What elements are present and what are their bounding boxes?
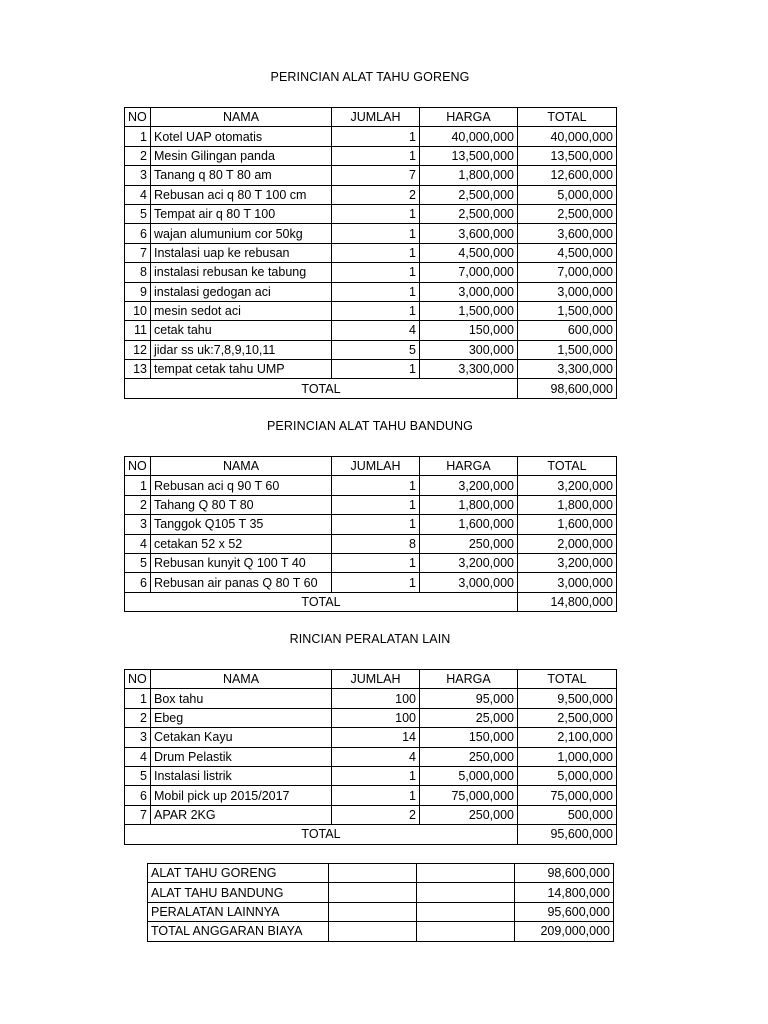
row-total: 75,000,000: [518, 786, 617, 805]
row-harga: 3,200,000: [420, 476, 518, 495]
row-total: 3,200,000: [518, 476, 617, 495]
summary-row: [148, 922, 614, 941]
row-nama: instalasi rebusan ke tabung: [151, 263, 332, 282]
goreng-table-body: [125, 108, 617, 399]
row-no: 7: [125, 243, 151, 262]
row-jumlah: 5: [332, 340, 420, 359]
total-value: 14,800,000: [518, 592, 617, 611]
row-no: 1: [125, 476, 151, 495]
row-no: 11: [125, 321, 151, 340]
row-nama: Mesin Gilingan panda: [151, 146, 332, 165]
summary-empty-cell: [417, 922, 515, 941]
row-jumlah: 8: [332, 534, 420, 553]
row-nama: Box tahu: [151, 689, 332, 708]
row-harga: 95,000: [420, 689, 518, 708]
summary-row: [148, 864, 614, 883]
header-no: NO: [125, 108, 151, 127]
summary-empty-cell: [329, 883, 417, 902]
row-no: 3: [125, 728, 151, 747]
summary-empty-cell: [329, 922, 417, 941]
row-nama: Ebeg: [151, 708, 332, 727]
table-row: [125, 146, 617, 165]
row-no: 2: [125, 146, 151, 165]
row-no: 7: [125, 805, 151, 824]
row-jumlah: 1: [332, 127, 420, 146]
row-no: 5: [125, 553, 151, 572]
header-row: [125, 670, 617, 689]
total-label: TOTAL: [125, 825, 518, 844]
row-jumlah: 14: [332, 728, 420, 747]
row-harga: 13,500,000: [420, 146, 518, 165]
table-row: [125, 573, 617, 592]
summary-value: 95,600,000: [515, 902, 614, 921]
table-row: [125, 321, 617, 340]
row-harga: 4,500,000: [420, 243, 518, 262]
table-row: [125, 728, 617, 747]
lain-title: RINCIAN PERALATAN LAIN: [289, 632, 451, 646]
row-harga: 1,500,000: [420, 301, 518, 320]
header-no: NO: [125, 457, 151, 476]
header-no: NO: [125, 670, 151, 689]
row-nama: Instalasi listrik: [151, 766, 332, 785]
row-no: 10: [125, 301, 151, 320]
table-row: [125, 185, 617, 204]
table-row: [125, 747, 617, 766]
summary-label: ALAT TAHU BANDUNG: [148, 883, 329, 902]
table-row: [125, 786, 617, 805]
total-value: 98,600,000: [518, 379, 617, 398]
row-no: 6: [125, 573, 151, 592]
row-no: 13: [125, 360, 151, 379]
summary-value: 209,000,000: [515, 922, 614, 941]
summary-table-body: [148, 864, 614, 942]
row-nama: Tahang Q 80 T 80: [151, 495, 332, 514]
row-jumlah: 100: [332, 689, 420, 708]
table-row: [125, 224, 617, 243]
lain-table-body: [125, 670, 617, 845]
row-harga: 5,000,000: [420, 766, 518, 785]
summary-row: [148, 883, 614, 902]
row-nama: cetak tahu: [151, 321, 332, 340]
goreng-title: PERINCIAN ALAT TAHU GORENG: [270, 70, 470, 84]
row-jumlah: 100: [332, 708, 420, 727]
row-no: 6: [125, 786, 151, 805]
table-row: [125, 166, 617, 185]
row-harga: 3,200,000: [420, 553, 518, 572]
row-jumlah: 1: [332, 301, 420, 320]
row-nama: mesin sedot aci: [151, 301, 332, 320]
lain-table: [124, 669, 617, 845]
row-total: 2,500,000: [518, 708, 617, 727]
total-value: 95,600,000: [518, 825, 617, 844]
row-jumlah: 1: [332, 573, 420, 592]
row-nama: Kotel UAP otomatis: [151, 127, 332, 146]
total-row: [125, 592, 617, 611]
row-harga: 3,600,000: [420, 224, 518, 243]
row-harga: 150,000: [420, 728, 518, 747]
row-jumlah: 1: [332, 360, 420, 379]
row-harga: 250,000: [420, 805, 518, 824]
summary-empty-cell: [417, 883, 515, 902]
row-no: 9: [125, 282, 151, 301]
row-no: 6: [125, 224, 151, 243]
header-total: TOTAL: [518, 457, 617, 476]
row-total: 12,600,000: [518, 166, 617, 185]
header-row: [125, 457, 617, 476]
row-no: 8: [125, 263, 151, 282]
table-row: [125, 689, 617, 708]
summary-empty-cell: [417, 864, 515, 883]
row-harga: 25,000: [420, 708, 518, 727]
row-total: 2,000,000: [518, 534, 617, 553]
header-total: TOTAL: [518, 670, 617, 689]
row-nama: Rebusan kunyit Q 100 T 40: [151, 553, 332, 572]
row-nama: tempat cetak tahu UMP: [151, 360, 332, 379]
table-row: [125, 515, 617, 534]
row-jumlah: 7: [332, 166, 420, 185]
summary-label: TOTAL ANGGARAN BIAYA: [148, 922, 329, 941]
row-harga: 150,000: [420, 321, 518, 340]
row-total: 3,300,000: [518, 360, 617, 379]
row-total: 40,000,000: [518, 127, 617, 146]
row-harga: 2,500,000: [420, 204, 518, 223]
table-row: [125, 204, 617, 223]
row-harga: 3,300,000: [420, 360, 518, 379]
bandung-title: PERINCIAN ALAT TAHU BANDUNG: [267, 419, 473, 433]
total-row: [125, 825, 617, 844]
table-row: [125, 708, 617, 727]
header-jumlah: JUMLAH: [332, 457, 420, 476]
row-jumlah: 1: [332, 243, 420, 262]
summary-empty-cell: [329, 902, 417, 921]
header-nama: NAMA: [151, 457, 332, 476]
row-jumlah: 1: [332, 204, 420, 223]
row-total: 3,000,000: [518, 573, 617, 592]
summary-label: PERALATAN LAINNYA: [148, 902, 329, 921]
row-no: 4: [125, 534, 151, 553]
header-row: [125, 108, 617, 127]
row-no: 5: [125, 204, 151, 223]
total-row: [125, 379, 617, 398]
table-row: [125, 476, 617, 495]
row-harga: 250,000: [420, 747, 518, 766]
row-jumlah: 1: [332, 263, 420, 282]
row-harga: 2,500,000: [420, 185, 518, 204]
row-harga: 75,000,000: [420, 786, 518, 805]
bandung-table: [124, 456, 617, 612]
table-row: [125, 495, 617, 514]
table-row: [125, 553, 617, 572]
summary-row: [148, 902, 614, 921]
table-row: [125, 360, 617, 379]
row-total: 4,500,000: [518, 243, 617, 262]
row-nama: Tanang q 80 T 80 am: [151, 166, 332, 185]
row-no: 2: [125, 708, 151, 727]
table-row: [125, 263, 617, 282]
row-jumlah: 1: [332, 786, 420, 805]
row-total: 1,600,000: [518, 515, 617, 534]
row-total: 600,000: [518, 321, 617, 340]
bandung-table-body: [125, 457, 617, 612]
row-total: 7,000,000: [518, 263, 617, 282]
row-total: 1,000,000: [518, 747, 617, 766]
row-total: 3,200,000: [518, 553, 617, 572]
row-nama: Mobil pick up 2015/2017: [151, 786, 332, 805]
row-no: 5: [125, 766, 151, 785]
total-label: TOTAL: [125, 379, 518, 398]
row-no: 1: [125, 689, 151, 708]
goreng-table: [124, 107, 617, 399]
row-total: 3,600,000: [518, 224, 617, 243]
row-jumlah: 1: [332, 146, 420, 165]
row-harga: 250,000: [420, 534, 518, 553]
table-row: [125, 534, 617, 553]
row-harga: 1,600,000: [420, 515, 518, 534]
header-nama: NAMA: [151, 670, 332, 689]
row-no: 1: [125, 127, 151, 146]
summary-table: [147, 863, 614, 942]
row-harga: 3,000,000: [420, 282, 518, 301]
row-total: 9,500,000: [518, 689, 617, 708]
row-no: 4: [125, 185, 151, 204]
row-nama: jidar ss uk:7,8,9,10,11: [151, 340, 332, 359]
row-total: 2,100,000: [518, 728, 617, 747]
row-total: 1,500,000: [518, 340, 617, 359]
row-total: 3,000,000: [518, 282, 617, 301]
row-jumlah: 1: [332, 224, 420, 243]
row-nama: instalasi gedogan aci: [151, 282, 332, 301]
row-jumlah: 4: [332, 747, 420, 766]
row-no: 3: [125, 515, 151, 534]
table-row: [125, 340, 617, 359]
table-row: [125, 766, 617, 785]
header-harga: HARGA: [420, 670, 518, 689]
row-total: 13,500,000: [518, 146, 617, 165]
row-nama: cetakan 52 x 52: [151, 534, 332, 553]
row-harga: 40,000,000: [420, 127, 518, 146]
header-jumlah: JUMLAH: [332, 670, 420, 689]
summary-label: ALAT TAHU GORENG: [148, 864, 329, 883]
row-harga: 7,000,000: [420, 263, 518, 282]
row-nama: Rebusan aci q 80 T 100 cm: [151, 185, 332, 204]
row-no: 3: [125, 166, 151, 185]
row-harga: 1,800,000: [420, 166, 518, 185]
row-total: 1,500,000: [518, 301, 617, 320]
row-harga: 3,000,000: [420, 573, 518, 592]
row-total: 2,500,000: [518, 204, 617, 223]
total-label: TOTAL: [125, 592, 518, 611]
row-nama: Tanggok Q105 T 35: [151, 515, 332, 534]
row-jumlah: 1: [332, 766, 420, 785]
row-no: 2: [125, 495, 151, 514]
header-nama: NAMA: [151, 108, 332, 127]
row-harga: 1,800,000: [420, 495, 518, 514]
header-total: TOTAL: [518, 108, 617, 127]
row-nama: Rebusan aci q 90 T 60: [151, 476, 332, 495]
table-row: [125, 301, 617, 320]
row-total: 5,000,000: [518, 185, 617, 204]
row-nama: Cetakan Kayu: [151, 728, 332, 747]
row-jumlah: 2: [332, 185, 420, 204]
table-row: [125, 805, 617, 824]
row-jumlah: 1: [332, 282, 420, 301]
table-row: [125, 127, 617, 146]
row-jumlah: 1: [332, 553, 420, 572]
row-no: 4: [125, 747, 151, 766]
row-nama: APAR 2KG: [151, 805, 332, 824]
row-jumlah: 2: [332, 805, 420, 824]
row-harga: 300,000: [420, 340, 518, 359]
row-nama: wajan alumunium cor 50kg: [151, 224, 332, 243]
table-row: [125, 243, 617, 262]
summary-empty-cell: [417, 902, 515, 921]
row-nama: Rebusan air panas Q 80 T 60: [151, 573, 332, 592]
row-jumlah: 1: [332, 476, 420, 495]
row-nama: Drum Pelastik: [151, 747, 332, 766]
row-total: 500,000: [518, 805, 617, 824]
row-no: 12: [125, 340, 151, 359]
summary-value: 14,800,000: [515, 883, 614, 902]
row-nama: Instalasi uap ke rebusan: [151, 243, 332, 262]
header-harga: HARGA: [420, 457, 518, 476]
header-jumlah: JUMLAH: [332, 108, 420, 127]
row-total: 1,800,000: [518, 495, 617, 514]
table-row: [125, 282, 617, 301]
row-jumlah: 1: [332, 495, 420, 514]
summary-empty-cell: [329, 864, 417, 883]
row-nama: Tempat air q 80 T 100: [151, 204, 332, 223]
summary-value: 98,600,000: [515, 864, 614, 883]
header-harga: HARGA: [420, 108, 518, 127]
row-jumlah: 1: [332, 515, 420, 534]
row-total: 5,000,000: [518, 766, 617, 785]
row-jumlah: 4: [332, 321, 420, 340]
